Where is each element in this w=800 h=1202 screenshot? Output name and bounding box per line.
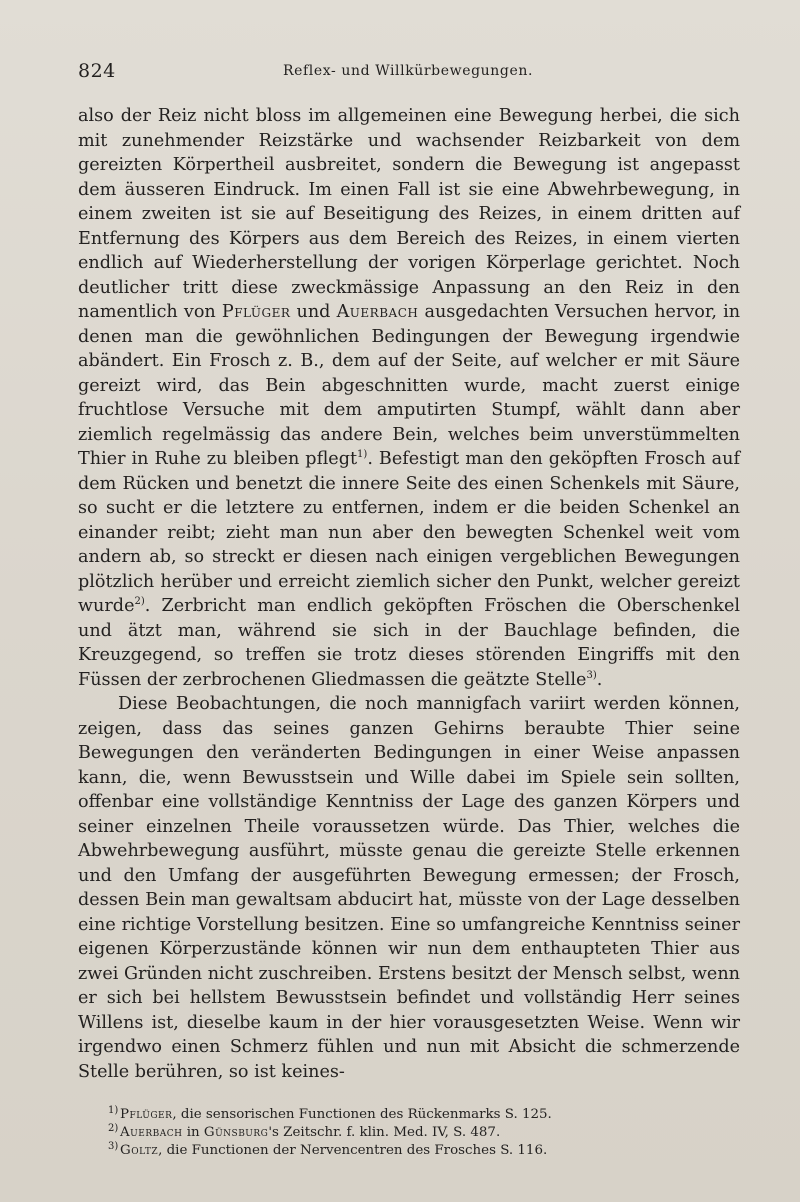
footnote-2-text-b: 's Zeitschr. f. klin. Med. IV, S. 487. (268, 1124, 501, 1140)
paragraph-1-text-d: . Zerbricht man endlich geköpften Fröschen die Oberschenkel und ätzt man, während sie sich in der Bauchlage befinden, die Kreuzgegend, so treffen sie trotz dieses störenden Eingriffs mit den Füssen der zerbrochenen Gliedmassen die geätzte Stelle (78, 596, 740, 690)
footnote-3-author: Goltz (120, 1142, 159, 1158)
page-header (78, 60, 738, 90)
footnote-1 (108, 1105, 720, 1124)
author-auerbach: Auerbach (336, 302, 419, 322)
footnote-mark-3: 3) (108, 1140, 119, 1152)
page-number: 824 (78, 60, 116, 82)
footnote-2-author: Auerbach (120, 1124, 183, 1140)
main-text (78, 104, 740, 1084)
paragraph-1-text-e: . (596, 669, 603, 690)
footnote-2-text-a: in (182, 1124, 204, 1140)
footnote-ref-2: 2) (134, 596, 145, 608)
paragraph-1-text-c: . Befestigt man den geköpften Frosch auf dem Rücken und benetzt die innere Seite des einen Schenkels mit Säure, so sucht er die letztere zu entfernen, indem er die beiden Schenkel an einander reibt; zieht man nun aber den bewegten Schenkel weit vom andern ab, so streckt er diesen nach einigen vergeblichen Bewegungen plötzlich herüber und erreicht ziemlich sicher den Punkt, welcher gereizt wurde (78, 449, 740, 616)
footnote-ref-1: 1) (357, 449, 368, 461)
footnote-2 (108, 1122, 720, 1142)
footnote-mark-1: 1) (108, 1105, 119, 1116)
paragraph-1-und: und (296, 302, 331, 322)
footnote-mark-2: 2) (108, 1122, 119, 1134)
paragraph-1 (78, 104, 740, 692)
paragraph-1-text-a: also der Reiz nicht bloss im allgemeinen eine Bewegung herbei, die sich mit zunehmender Reizstärke und wachsender Reizbarkeit von dem gereizten Körpertheil ausbreitet, sondern die Bewegung ist angepasst dem äusseren Eindruck. Im einen Fall ist sie eine Abwehrbewegung, in einem zweiten ist sie auf Beseitigung des Reizes, in einem dritten auf Entfernung des Körpers aus dem Bereich des Reizes, in einem vierten endlich auf Wiederherstellung der vorigen Körperlage gerichtet. Noch deutlicher tritt diese zweckmässige Anpassung an den Reiz in den namentlich von (78, 106, 740, 322)
footnote-1-author: Pflüger (120, 1107, 173, 1122)
paragraph-1-text-b: ausgedachten Versuchen hervor, in denen man die gewöhnlichen Bedingungen der Bewegung irgendwie abändert. Ein Frosch z. B., dem auf der Seite, auf welcher er mit Säure gereizt wird, das Bein abgeschnitten wurde, macht zuerst einige fruchtlose Versuche mit dem amputirten Stumpf, wählt dann aber ziemlich regelmässig das andere Bein, welches beim unverstümmelten Thier in Ruhe zu bleiben pflegt (78, 302, 741, 469)
footnotes (108, 1105, 720, 1159)
footnote-2-author2: Günsburg (203, 1124, 269, 1140)
paragraph-2: Diese Beobachtungen, die noch mannigfach variirt werden können, zeigen, dass das seines ganzen Gehirns beraubte Thier seine Bewegungen den veränderten Bedingungen in einer Weise anpassen kann, die, wenn Bewusstsein und Wille dabei im Spiele sein sollten, offenbar eine vollständige Kenntniss der Lage des ganzen Körpers und seiner einzelnen Theile voraussetzen würde. Das Thier, welches die Abwehrbewegung ausführt, müsste genau die gereizte Stelle erkennen und den Umfang der ausgeführten Bewegung ermessen; der Frosch, dessen Bein man gewaltsam abducirt hat, müsste von der Lage desselben eine richtige Vorstellung besitzen. Eine so umfangreiche Kenntniss seiner eigenen Körperzustände können wir nun dem enthaupteten Thier aus zwei Gründen nicht zuschreiben. Erstens besitzt der Mensch selbst, wenn er sich bei hellstem Bewusstsein befindet und vollständig Herr seines Willens ist, dieselbe kaum in der hier vorausgesetzten Weise. Wenn wir irgendwo einen Schmerz fühlen und nun mit Absicht die schmerzende Stelle berühren, so ist keines- (78, 694, 740, 1082)
footnote-3-text: , die Functionen der Nervencentren des Frosches S. 116. (158, 1142, 548, 1158)
author-pflueger: Pflüger (221, 302, 291, 322)
running-head: Reflex- und Willkürbewegungen. (282, 63, 534, 79)
footnote-ref-3: 3) (586, 669, 597, 681)
footnote-3 (108, 1140, 720, 1160)
footnote-1-text: , die sensorischen Functionen des Rückenmarks S. 125. (172, 1107, 552, 1122)
